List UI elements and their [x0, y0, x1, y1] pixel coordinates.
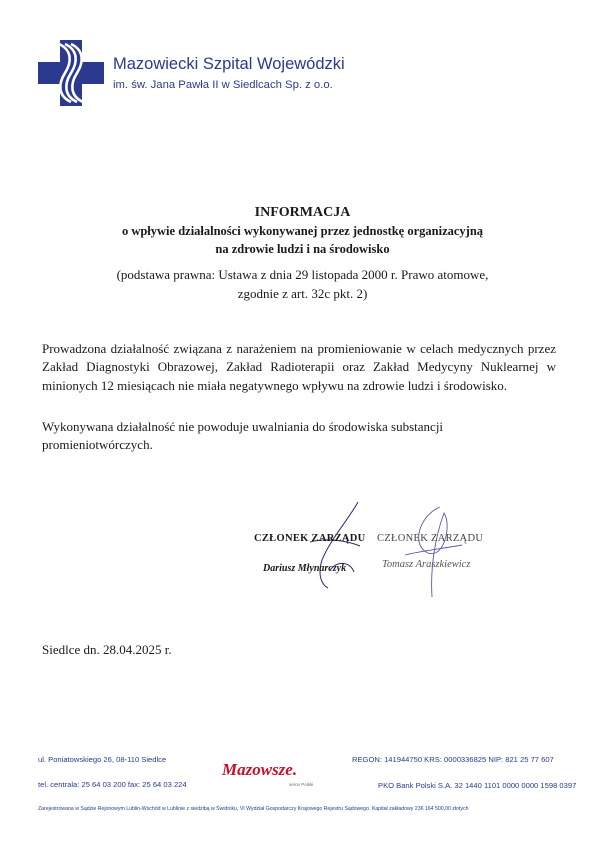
legal-basis-line2: zgodnie z art. 32c pkt. 2)	[237, 286, 368, 301]
document-title-line3: na zdrowie ludzi i na środowisko	[215, 242, 390, 256]
footer-phone: tel. centrala: 25 64 03 200 fax: 25 64 03 224	[38, 780, 187, 789]
signature-1-title: CZŁONEK ZARZĄDU	[254, 533, 366, 544]
place-date: Siedlce dn. 28.04.2025 r.	[42, 642, 172, 657]
signature-scribble-1-icon	[300, 500, 370, 590]
mazowsze-tagline: serce Polski	[289, 782, 314, 787]
signature-2-title: CZŁONEK ZARZĄDU	[377, 533, 484, 544]
signature-2-name: Tomasz Araszkiewicz	[382, 559, 471, 570]
signature-1-name: Dariusz Młynarczyk	[263, 563, 347, 574]
hospital-subtitle: im. św. Jana Pawła II w Siedlcach Sp. z o.o.	[113, 79, 333, 91]
footer-regon: REGON: 141944750 KRS: 0000336825 NIP: 821 25 77 607	[352, 755, 554, 764]
body-paragraph-2: Wykonywana działalność nie powoduje uwalniania do środowiska substancji promieniotwórczych.	[42, 419, 444, 453]
footer-bank: PKO Bank Polski S.A. 32 1440 1101 0000 0000 1598 0397	[378, 781, 577, 790]
footer-registration: Zarejestrowana w Sądzie Rejonowym Lublin-Wschód w Lublinie z siedzibą w Świdniku, VI Wydział Gospodarczy Krajowego Rejestru Sądowego. Kapitał zakładowy 236 164 500,00 złotych	[38, 806, 469, 812]
mazowsze-logo: Mazowsze.	[222, 760, 298, 779]
signature-scribble-2-icon	[400, 505, 470, 600]
hospital-cross-logo-icon	[38, 40, 104, 106]
body-paragraph-1: Prowadzona działalność związana z narażeniem na promieniowanie w celach medycznych przez Zakład Diagnostyki Obrazowej, Zakład Radioterapii oraz Zakład Medycyny Nuklearnej w minionych 12 miesiącach nie miała negatywnego wpływu na zdrowie ludzi i środowisko.	[42, 341, 556, 393]
document-title: INFORMACJA	[254, 205, 351, 220]
legal-basis-line1: (podstawa prawna: Ustawa z dnia 29 listopada 2000 r. Prawo atomowe,	[116, 267, 489, 282]
hospital-name: Mazowiecki Szpital Wojewódzki	[113, 55, 345, 73]
footer-address: ul. Poniatowskiego 26, 08-110 Siedlce	[38, 755, 167, 764]
document-title-line2: o wpływie działalności wykonywanej przez jednostkę organizacyjną	[121, 224, 484, 238]
